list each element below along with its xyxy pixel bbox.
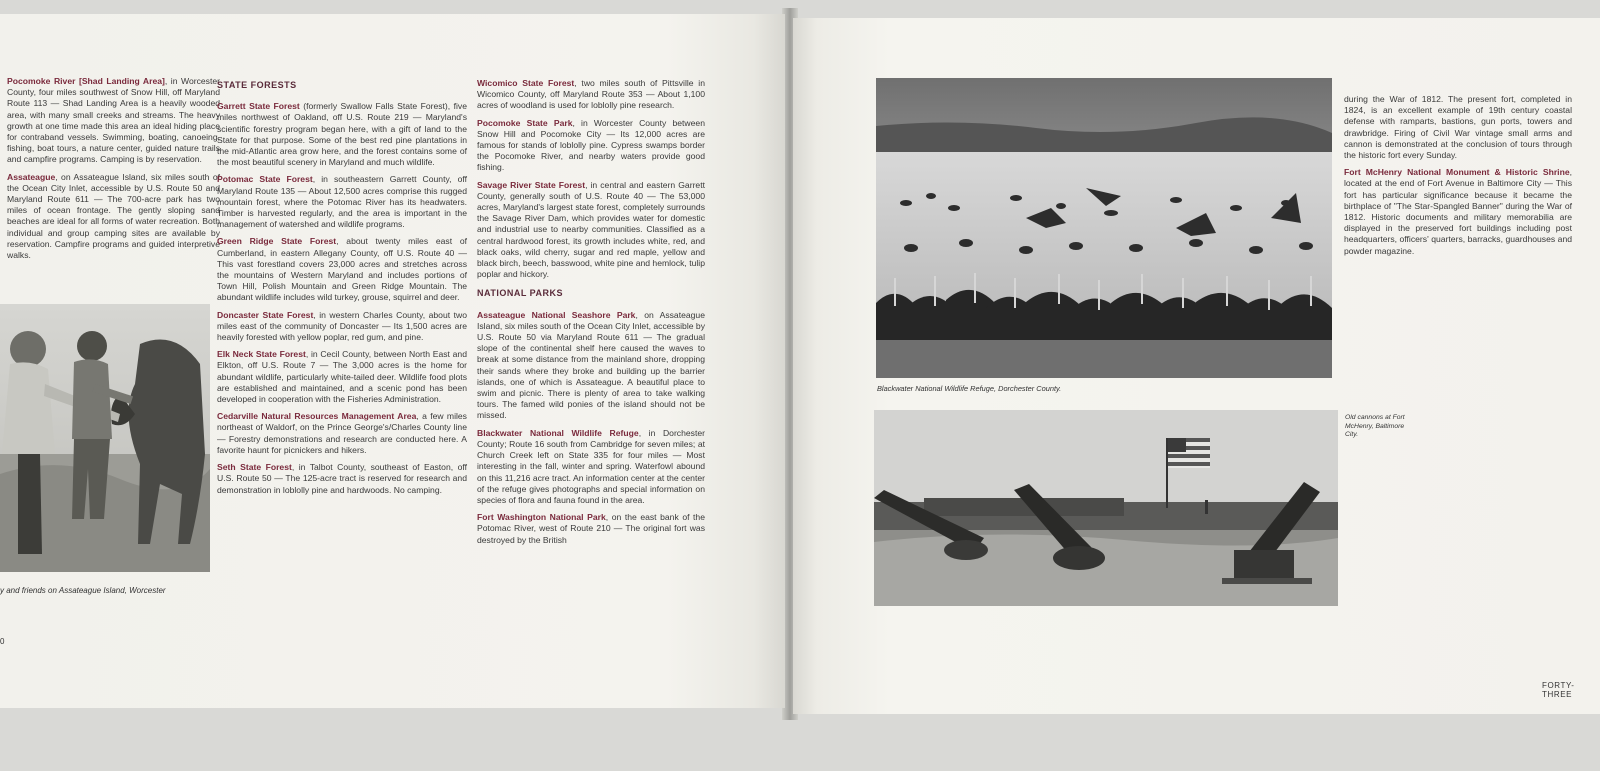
para-pocomoke-state-park: Pocomoke State Park, in Worcester County between Snow Hill and Pocomoke City — Its 12,000 acres are famous for stands of loblolly pine. Cypress swamps border the Pocomoke River, and nearby waters provide good fishing.: [477, 117, 705, 173]
pony-photo-caption: y and friends on Assateague Island, Worcester: [0, 586, 166, 595]
right-page: [793, 18, 1600, 714]
para-doncaster-state-forest: Doncaster State Forest, in western Charles County, about two miles east of the community of Doncaster — Its 1,500 acres are heavily forested with yellow poplar, red gum, and pine.: [217, 309, 467, 343]
right-page-number: FORTY-THREE: [1542, 681, 1575, 699]
geese-photo: [876, 78, 1332, 378]
para-potomac-state-forest: Potomac State Forest, in southeastern Garrett County, off Maryland Route 135 — About 12,500 acres comprise this rugged mountain forest, where the Potomac River has its headwaters. Timber is harvested regularly, and the area is important in the management of watershed and wildlife programs.: [217, 174, 467, 230]
para-green-ridge-state-forest: Green Ridge State Forest, about twenty miles east of Cumberland, in eastern Allegany County, off U.S. Route 40 — This vast forestland covers 23,000 acres and stretches across the mountains of Western Maryland and includes portions of Town Hill, Polish Mountain and Green Ridge Mountain. The abundant wildlife includes wild turkey, grouse, squirrel and deer.: [217, 236, 467, 303]
left-column-3: [477, 78, 705, 552]
para-blackwater-refuge: Blackwater National Wildlife Refuge, in Dorchester County; Route 16 south from Cambridge for seven miles; at Church Creek left on State 335 for four miles — Most interesting in the fall, winter and spring. Waterfowl abound on this 11,216 acre tract. An information center at the center of the refuge gives photographs and special information on species of flora and fauna found in the area.: [477, 427, 705, 505]
para-wicomico-state-forest: Wicomico State Forest, two miles south of Pittsville in Wicomico County, off Maryland Route 353 — About 1,100 acres of woodland is used for loblolly pine research.: [477, 78, 705, 111]
left-page-number: 0: [0, 637, 6, 646]
para-garrett-state-forest: Garrett State Forest (formerly Swallow Falls State Forest), five miles northwest of Oakland, off U.S. Route 219 — Maryland's scientific forestry program began here, with a gift of land to the State for that purpose. Some of the best red pine plantations in the mid-Atlantic area grow here, and the forest contains some of the most beautiful scenery in Maryland and much wildlife.: [217, 101, 467, 168]
para-fort-mchenry: Fort McHenry National Monument & Historic Shrine, located at the end of Fort Avenue in Baltimore City — This fort has particular significance because it became the birthplace of "The Star-Spangled Banner" during the War of 1812. Historic documents and military memorabilia are displayed in the preserved fort buildings including post headquarters, officers' quarters, barracks, guardhouses and powder magazine.: [1344, 167, 1572, 256]
para-pocomoke-river: Pocomoke River [Shad Landing Area], in Worcester County, four miles southwest of Snow Hill, off Maryland Route 113 — Shad Landing Area is a heavily wooded area, with many small creeks and streams. The heavy growth at one time made this area an ideal hiding place for contraband vessels. Swimming, boating, canoeing, fishing, boat tours, a nature center, guided nature trails and campfire programs. Camping is by reservation.: [7, 76, 220, 165]
left-page: [0, 14, 785, 708]
geese-photo-caption: Blackwater National Wildlife Refuge, Dorchester County.: [877, 384, 1062, 393]
para-fort-washington-continued: during the War of 1812. The present fort, completed in 1824, is an excellent example of 19th century coastal defense with ramparts, bastions, gun ports, towers and drawbridge. Firing of Civil War vintage small arms and cannon is demonstrated at the conclusion of tours through the historic fort every Sunday.: [1344, 94, 1572, 161]
para-elk-neck-state-forest: Elk Neck State Forest, in Cecil County, between North East and Elkton, off U.S. Route 7 — The 3,000 acres is the home for abundant wildlife, particularly white-tailed deer. Wildlife food plots are established and maintained, and a scenic pond has been developed in cooperation with the Fisheries Administration.: [217, 349, 467, 405]
left-column-2: [217, 80, 467, 502]
para-assateague: Assateague, on Assateague Island, six miles south of the Ocean City Inlet, accessible by U.S. Route 50 and Maryland Route 611 — The 700-acre park has two miles of ocean frontage. The gently sloping sand beaches are ideal for all forms of water recreation. Both individual and group camping sites are available by reservation. Campfire programs and guided interpretive walks.: [7, 171, 220, 261]
right-column: [1344, 94, 1572, 263]
para-assateague-national-seashore: Assateague National Seashore Park, on Assateague Island, six miles south of the Ocean City Inlet, accessible by U.S. Route 50 via Maryland Route 611 — The gradual slope of the continental shelf here caused the waves to break at some distance from the mainland shore, dropping their sands where they broke and building up the barrier islands, one of which is Assateague. A beautiful place to swim and picnic. There is plenty of area to take walking tours. The famed wild ponies of the island should not be missed.: [477, 309, 705, 421]
para-seth-state-forest: Seth State Forest, in Talbot County, southeast of Easton, off U.S. Route 50 — The 125-acre tract is reserved for research and demonstration in loblolly pine and hardwoods. No camping.: [217, 462, 467, 495]
para-cedarville: Cedarville Natural Resources Management Area, a few miles northeast of Waldorf, on the Prince George's/Charles County line — Forestry demonstrations and research are conducted here. A favorite haunt for picnickers and hikers.: [217, 411, 467, 455]
cannon-photo-caption: Old cannons at Fort McHenry, Baltimore City.: [1345, 414, 1405, 439]
para-savage-river-state-forest: Savage River State Forest, in central and eastern Garrett County, generally south of U.S. Route 40 — The 53,000 acres, Maryland's largest state forest, completely surrounds the Savage River Dam, which provides water for domestic and industrial use to nearby communities. Classified as a central hardwood forest, its growth includes white, red, and black oaks, wild cherry, sugar and red maple, yellow and black birch, beech, basswood, white pine and hemlock, tulip poplar and hickory.: [477, 179, 705, 280]
heading-national-parks: NATIONAL PARKS: [477, 288, 564, 299]
left-column-1: [7, 76, 220, 267]
para-fort-washington: Fort Washington National Park, on the east bank of the Potomac River, west of Route 210 — The original fort was destroyed by the British: [477, 512, 705, 545]
heading-state-forests: STATE FORESTS: [217, 80, 297, 90]
pony-photo: [0, 304, 210, 572]
cannon-photo: [874, 410, 1338, 606]
